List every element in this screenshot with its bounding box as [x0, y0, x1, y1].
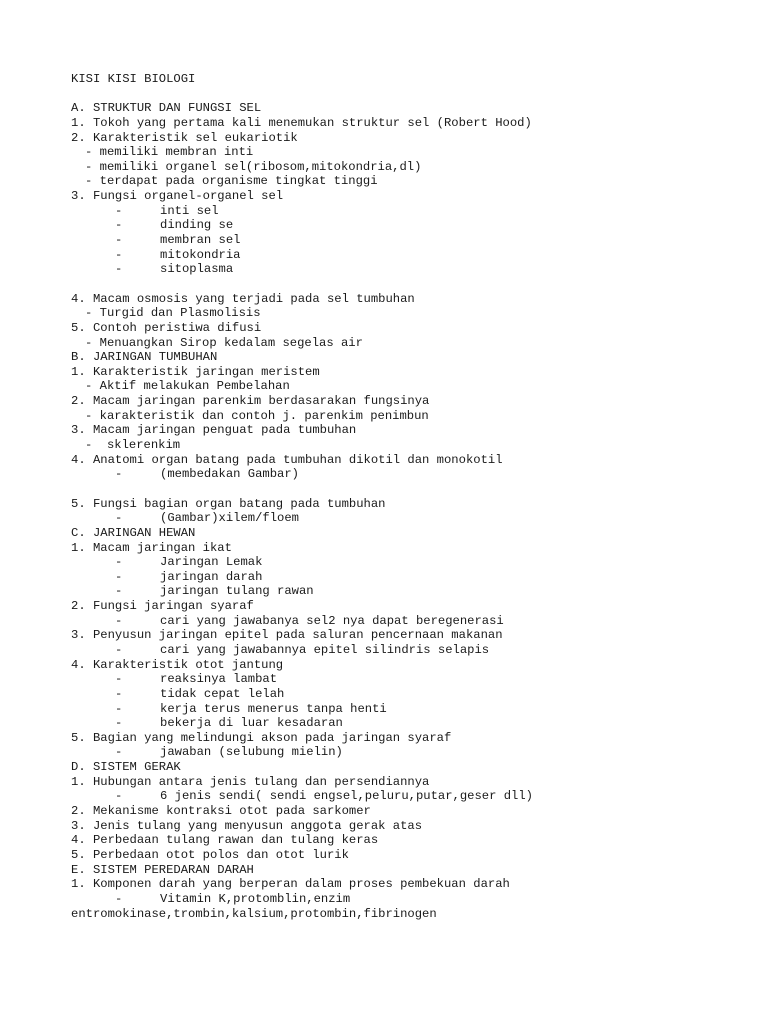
text-line: 5. Contoh peristiwa difusi	[71, 320, 262, 335]
bullet-text: reaksinya lambat	[160, 672, 278, 687]
bullet-dash: -	[115, 233, 123, 248]
bullet-text: Jaringan Lemak	[160, 555, 263, 570]
sub-item-line: - sklerenkim	[85, 438, 181, 453]
bullet-item	[71, 262, 751, 277]
bullet-item	[71, 716, 751, 731]
text-line: C. JARINGAN HEWAN	[71, 525, 196, 540]
bullet-item	[71, 584, 751, 599]
bullet-text: dinding se	[160, 218, 234, 233]
text-line: 5. Bagian yang melindungi akson pada jaringan syaraf	[71, 730, 452, 745]
sub-item-line: - terdapat pada organisme tingkat tinggi	[85, 174, 378, 189]
bullet-item	[71, 892, 751, 907]
text-line: 3. Jenis tulang yang menyusun anggota gerak atas	[71, 818, 423, 833]
bullet-item	[71, 789, 751, 804]
text-line: 5. Fungsi bagian organ batang pada tumbuhan	[71, 496, 386, 511]
bullet-text: cari yang jawabanya sel2 nya dapat beregenerasi	[160, 613, 504, 628]
bullet-item	[71, 702, 751, 717]
bullet-dash: -	[115, 745, 123, 760]
bullet-dash: -	[115, 467, 123, 482]
text-line: 2. Fungsi jaringan syaraf	[71, 599, 254, 614]
bullet-text: (Gambar)xilem/floem	[160, 511, 299, 526]
bullet-item	[71, 643, 751, 658]
sub-item-line: - karakteristik dan contoh j. parenkim penimbun	[85, 408, 429, 423]
bullet-item	[71, 570, 751, 585]
bullet-text: jawaban (selubung mielin)	[160, 745, 343, 760]
bullet-dash: -	[115, 701, 123, 716]
bullet-dash: -	[115, 642, 123, 657]
bullet-dash: -	[115, 789, 123, 804]
text-line: 2. Mekanisme kontraksi otot pada sarkomer	[71, 804, 371, 819]
sub-item-line: - Menuangkan Sirop kedalam segelas air	[85, 335, 363, 350]
text-line: 1. Tokoh yang pertama kali menemukan struktur sel (Robert Hood)	[71, 115, 532, 130]
bullet-dash: -	[115, 613, 123, 628]
bullet-dash: -	[115, 672, 123, 687]
bullet-dash: -	[115, 584, 123, 599]
bullet-item	[71, 218, 751, 233]
sub-item-line: - Aktif melakukan Pembelahan	[85, 379, 290, 394]
text-line: 4. Anatomi organ batang pada tumbuhan dikotil dan monokotil	[71, 452, 503, 467]
blank-line	[71, 87, 751, 102]
bullet-text: sitoplasma	[160, 262, 234, 277]
blank-line	[71, 277, 751, 292]
text-line: A. STRUKTUR DAN FUNGSI SEL	[71, 101, 262, 116]
bullet-dash: -	[115, 686, 123, 701]
text-line: B. JARINGAN TUMBUHAN	[71, 350, 218, 365]
bullet-dash: -	[115, 203, 123, 218]
blank-line	[71, 482, 751, 497]
bullet-item	[71, 614, 751, 629]
bullet-dash: -	[115, 555, 123, 570]
text-line: 1. Hubungan antara jenis tulang dan persendiannya	[71, 774, 430, 789]
bullet-dash: -	[115, 716, 123, 731]
text-line: D. SISTEM GERAK	[71, 760, 181, 775]
bullet-item	[71, 555, 751, 570]
bullet-text: jaringan darah	[160, 569, 263, 584]
bullet-item	[71, 467, 751, 482]
text-line: 3. Fungsi organel-organel sel	[71, 189, 284, 204]
bullet-text: tidak cepat lelah	[160, 686, 285, 701]
bullet-dash: -	[115, 218, 123, 233]
bullet-text: cari yang jawabannya epitel silindris selapis	[160, 642, 490, 657]
bullet-dash: -	[115, 569, 123, 584]
bullet-text: 6 jenis sendi( sendi engsel,peluru,putar,geser dll)	[160, 789, 533, 804]
sub-item-line: - memiliki membran inti	[85, 145, 254, 160]
bullet-dash: -	[115, 891, 123, 906]
text-line: 4. Macam osmosis yang terjadi pada sel tumbuhan	[71, 291, 415, 306]
text-line: E. SISTEM PEREDARAN DARAH	[71, 862, 254, 877]
text-line: 4. Perbedaan tulang rawan dan tulang keras	[71, 833, 379, 848]
document-title: KISI KISI BIOLOGI	[71, 72, 196, 86]
text-line: 2. Macam jaringan parenkim berdasarakan fungsinya	[71, 394, 430, 409]
bullet-text: membran sel	[160, 233, 241, 248]
bullet-text: jaringan tulang rawan	[160, 584, 314, 599]
text-line: 1. Macam jaringan ikat	[71, 540, 232, 555]
bullet-item	[71, 511, 751, 526]
text-line: 3. Macam jaringan penguat pada tumbuhan	[71, 423, 357, 438]
sub-item-line: - memiliki organel sel(ribosom,mitokondria,dl)	[85, 159, 422, 174]
bullet-item	[71, 687, 751, 702]
text-line: 1. Komponen darah yang berperan dalam proses pembekuan darah	[71, 877, 510, 892]
text-line: 4. Karakteristik otot jantung	[71, 657, 284, 672]
bullet-dash: -	[115, 511, 123, 526]
bullet-item	[71, 745, 751, 760]
bullet-item	[71, 248, 751, 263]
document-body	[71, 87, 751, 922]
text-line: entromokinase,trombin,kalsium,protombin,fibrinogen	[71, 906, 437, 921]
text-line: 2. Karakteristik sel eukariotik	[71, 130, 298, 145]
bullet-dash: -	[115, 247, 123, 262]
bullet-item	[71, 204, 751, 219]
sub-item-line: - Turgid dan Plasmolisis	[85, 306, 261, 321]
bullet-text: bekerja di luar kesadaran	[160, 716, 343, 731]
text-line: 1. Karakteristik jaringan meristem	[71, 364, 320, 379]
bullet-dash: -	[115, 262, 123, 277]
bullet-item	[71, 672, 751, 687]
bullet-text: inti sel	[160, 203, 219, 218]
bullet-text: mitokondria	[160, 247, 241, 262]
document-page	[71, 72, 751, 921]
bullet-text: kerja terus menerus tanpa henti	[160, 701, 387, 716]
bullet-text: (membedakan Gambar)	[160, 467, 299, 482]
bullet-text: Vitamin K,protomblin,enzim	[160, 891, 351, 906]
text-line: 5. Perbedaan otot polos dan otot lurik	[71, 847, 349, 862]
bullet-item	[71, 233, 751, 248]
text-line: 3. Penyusun jaringan epitel pada saluran pencernaan makanan	[71, 628, 503, 643]
